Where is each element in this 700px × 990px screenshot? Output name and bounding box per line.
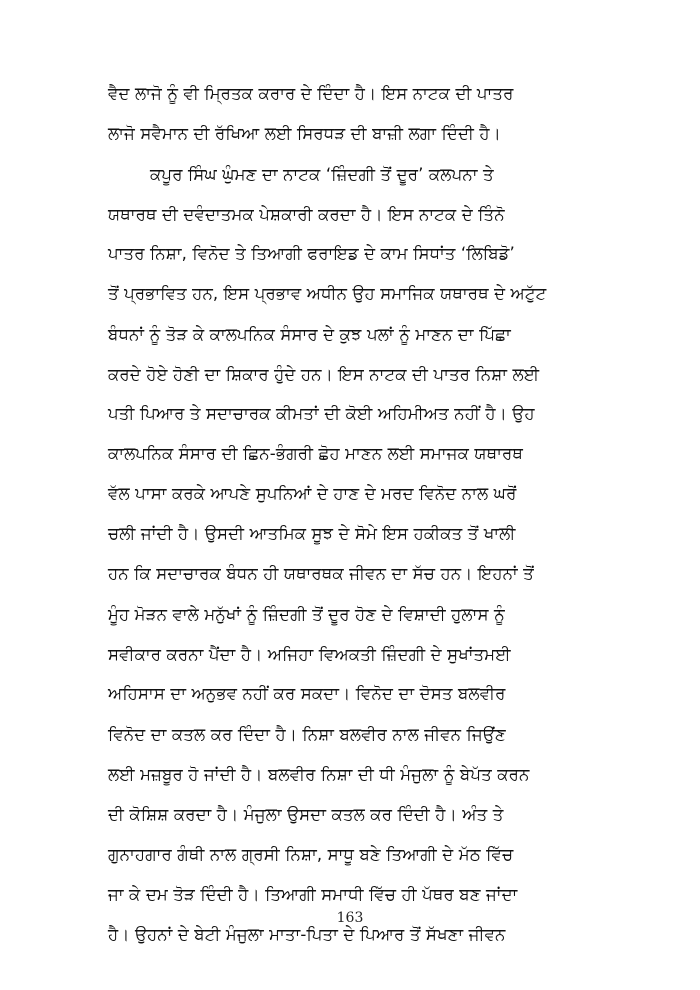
text-line: ਲਈ ਮਜ਼ਬੂਰ ਹੋ ਜਾਂਦੀ ਹੈ। ਬਲਵੀਰ ਨਿਸ਼ਾ ਦੀ ਧੀ ਮੰਜੁਲਾ ਨੂੰ ਬੇਪੱਤ ਕਰਨ <box>108 765 530 784</box>
text-line: ਪਤੀ ਪਿਆਰ ਤੇ ਸਦਾਚਾਰਕ ਕੀਮਤਾਂ ਦੀ ਕੋਈ ਅਹਿਮੀਅਤ ਨਹੀਂ ਹੈ। ਉਹ <box>108 404 535 423</box>
text-line: ਵੱਲ ਪਾਸਾ ਕਰਕੇ ਆਪਣੇ ਸੁਪਨਿਆਂ ਦੇ ਹਾਣ ਦੇ ਮਰਦ ਵਿਨੋਦ ਨਾਲ ਘਰੋਂ <box>108 484 517 503</box>
text-line: ਵੈਦ ਲਾਜੋ ਨੂੰ ਵੀ ਮ੍ਰਿਤਕ ਕਰਾਰ ਦੇ ਦਿੰਦਾ ਹੈ। ਇਸ ਨਾਟਕ ਦੀ ਪਾਤਰ <box>108 84 514 103</box>
text-line: ਕਾਲਪਨਿਕ ਸੰਸਾਰ ਦੀ ਛਿਨ-ਭੰਗਰੀ ਛੋਹ ਮਾਣਨ ਲਈ ਸਮਾਜਕ ਯਥਾਰਥ <box>108 444 523 463</box>
text-line: ਵਿਨੋਦ ਦਾ ਕਤਲ ਕਰ ਦਿੰਦਾ ਹੈ। ਨਿਸ਼ਾ ਬਲਵੀਰ ਨਾਲ ਜੀਵਨ ਜਿਉਂਣ <box>108 725 506 744</box>
text-line: ਬੰਧਨਾਂ ਨੂੰ ਤੋੜ ਕੇ ਕਾਲਪਨਿਕ ਸੰਸਾਰ ਦੇ ਕੁਝ ਪਲਾਂ ਨੂੰ ਮਾਣਨ ਦਾ ਪਿੱਛਾ <box>108 325 511 344</box>
text-line: ਜਾ ਕੇ ਦਮ ਤੋੜ ਦਿੰਦੀ ਹੈ। ਤਿਆਗੀ ਸਮਾਧੀ ਵਿੱਚ ਹੀ ਪੱਥਰ ਬਣ ਜਾਂਦਾ <box>108 885 518 904</box>
text-line: ਕਰਦੇ ਹੋਏ ਹੋਣੀ ਦਾ ਸ਼ਿਕਾਰ ਹੁੰਦੇ ਹਨ। ਇਸ ਨਾਟਕ ਦੀ ਪਾਤਰ ਨਿਸ਼ਾ ਲਈ <box>108 365 540 384</box>
text-line: ਗੁਨਾਹਗਾਰ ਗੰਥੀ ਨਾਲ ਗ੍ਰਸੀ ਨਿਸ਼ਾ, ਸਾਧੂ ਬਣੇ ਤਿਆਗੀ ਦੇ ਮੱਠ ਵਿੱਚ <box>108 845 514 864</box>
text-line: ਹਨ ਕਿ ਸਦਾਚਾਰਕ ਬੰਧਨ ਹੀ ਯਥਾਰਥਕ ਜੀਵਨ ਦਾ ਸੱਚ ਹਨ। ਇਹਨਾਂ ਤੋਂ <box>108 564 534 583</box>
page-number: 163 <box>336 910 364 926</box>
text-line: ਚਲੀ ਜਾਂਦੀ ਹੈ। ਉਸਦੀ ਆਤਮਿਕ ਸੂਝ ਦੇ ਸੋਮੇ ਇਸ ਹਕੀਕਤ ਤੋਂ ਖਾਲੀ <box>108 524 516 543</box>
text-line: ਤੋਂ ਪ੍ਰਭਾਵਿਤ ਹਨ, ਇਸ ਪ੍ਰਭਾਵ ਅਧੀਨ ਉਹ ਸਮਾਜਿਕ ਯਥਾਰਥ ਦੇ ਅਟੁੱਟ <box>108 284 547 303</box>
text-line: ਸਵੀਕਾਰ ਕਰਨਾ ਪੈਂਦਾ ਹੈ। ਅਜਿਹਾ ਵਿਅਕਤੀ ਜ਼ਿੰਦਗੀ ਦੇ ਸੁਖਾਂਤਮਈ <box>108 645 511 664</box>
text-line: ਮੂੰਹ ਮੋੜਨ ਵਾਲੇ ਮਨੁੱਖਾਂ ਨੂੰ ਜ਼ਿੰਦਗੀ ਤੋਂ ਦੂਰ ਹੋਣ ਦੇ ਵਿਸ਼ਾਦੀ ਹੁਲਾਸ ਨੂੰ <box>108 605 505 624</box>
text-line: ਕਪੂਰ ਸਿੰਘ ਘੁੰਮਣ ਦਾ ਨਾਟਕ ‘ਜ਼ਿੰਦਗੀ ਤੋਂ ਦੂਰ’ ਕਲਪਨਾ ਤੇ <box>150 165 494 184</box>
text-line: ਦੀ ਕੋਸ਼ਿਸ਼ ਕਰਦਾ ਹੈ। ਮੰਜੁਲਾ ਉਸਦਾ ਕਤਲ ਕਰ ਦਿੰਦੀ ਹੈ। ਅੰਤ ਤੇ <box>108 805 504 824</box>
text-line: ਅਹਿਸਾਸ ਦਾ ਅਨੁਭਵ ਨਹੀਂ ਕਰ ਸਕਦਾ। ਵਿਨੋਦ ਦਾ ਦੋਸਤ ਬਲਵੀਰ <box>108 684 506 703</box>
text-line: ਯਥਾਰਥ ਦੀ ਦਵੰਦਾਤਮਕ ਪੇਸ਼ਕਾਰੀ ਕਰਦਾ ਹੈ। ਇਸ ਨਾਟਕ ਦੇ ਤਿੰਨੋ <box>108 205 505 224</box>
text-line: ਹੈ। ਉਹਨਾਂ ਦੇ ਬੇਟੀ ਮੰਜੁਲਾ ਮਾਤਾ-ਪਿਤਾ ਦੇ ਪਿਆਰ ਤੋਂ ਸੱਖਣਾ ਜੀਵਨ <box>108 925 506 944</box>
text-line: ਲਾਜੋ ਸਵੈਮਾਨ ਦੀ ਰੱਖਿਆ ਲਈ ਸਿਰਧੜ ਦੀ ਬਾਜ਼ੀ ਲਗਾ ਦਿੰਦੀ ਹੈ। <box>108 124 501 143</box>
text-line: ਪਾਤਰ ਨਿਸ਼ਾ, ਵਿਨੋਦ ਤੇ ਤਿਆਗੀ ਫਰਾਇਡ ਦੇ ਕਾਮ ਸਿਧਾਂਤ ‘ਲਿਬਿਡੋ’ <box>108 244 515 263</box>
